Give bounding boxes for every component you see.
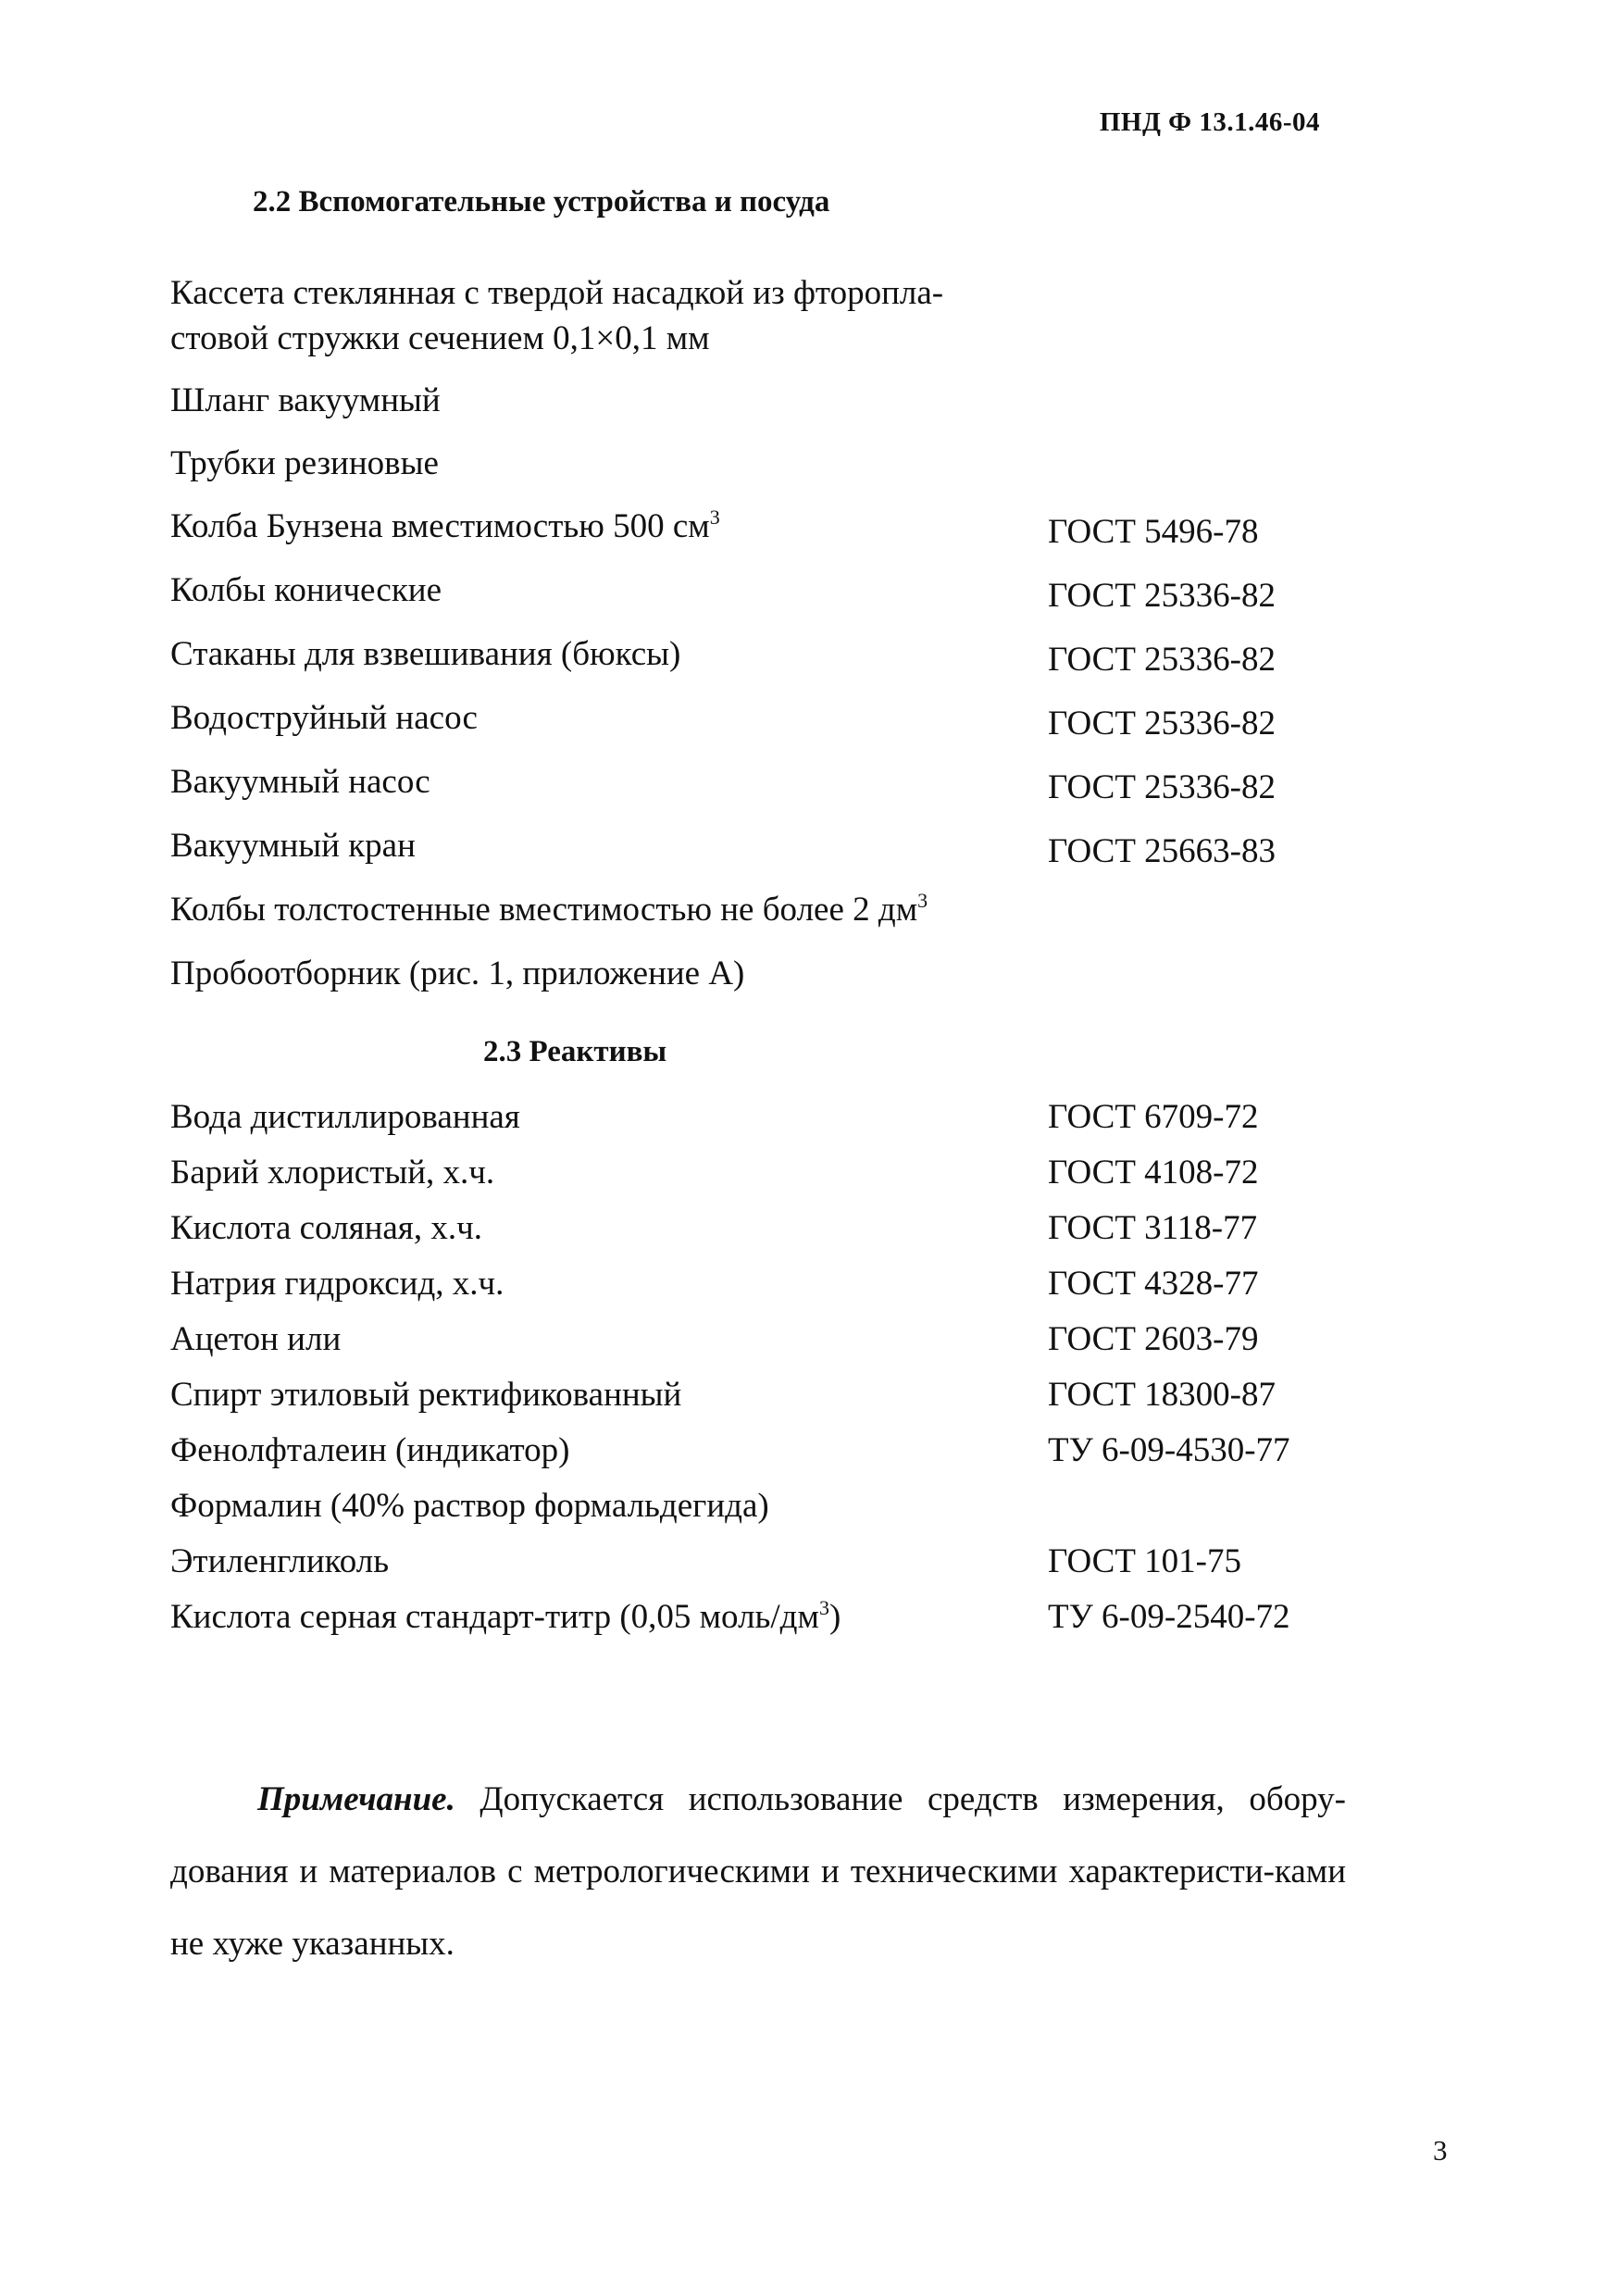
- item-standard: ТУ 6-09-4530-77: [1048, 1431, 1290, 1469]
- page-number: 3: [1433, 2134, 1448, 2166]
- list-item: [170, 1264, 1374, 1319]
- item-standard: ГОСТ 4108-72: [1048, 1154, 1259, 1192]
- item-standard: ГОСТ 101-75: [1048, 1542, 1241, 1580]
- list-item: [170, 1486, 1374, 1541]
- note-text: Допускается использование средств измерения, обору-дования и материалов с метрологическими и техническими характеристи-ками не хуже указанных.: [170, 1780, 1346, 1963]
- item-name: Кислота соляная, х.ч.: [170, 1209, 482, 1247]
- list-item: [170, 570, 1374, 626]
- item-name: Вакуумный кран: [170, 827, 416, 865]
- item-name: Стаканы для взвешивания (бюксы): [170, 635, 681, 673]
- note-paragraph: [170, 1764, 1346, 1980]
- item-name: Пробоотборник (рис. 1, приложение А): [170, 955, 745, 992]
- item-standard: ГОСТ 4328-77: [1048, 1265, 1259, 1303]
- item-standard: ГОСТ 25336-82: [1048, 705, 1276, 742]
- item-standard: ГОСТ 3118-77: [1048, 1209, 1258, 1247]
- document-code: ПНД Ф 13.1.46-04: [1099, 107, 1320, 137]
- item-name: Колба Бунзена вместимостью 500 $см^3$: [170, 505, 720, 545]
- item-name: Этиленгликоль: [170, 1542, 390, 1580]
- item-name: Кислота серная стандарт-титр (0,05 моль/$дм^3$): [170, 1596, 841, 1636]
- item-standard: ГОСТ 25663-83: [1048, 832, 1276, 870]
- list-item: [170, 1597, 1374, 1653]
- list-item: [170, 443, 1374, 499]
- item-standard: ГОСТ 25336-82: [1048, 768, 1276, 806]
- list-item: [170, 1319, 1374, 1375]
- item-standard: ГОСТ 18300-87: [1048, 1376, 1276, 1414]
- list-item: [170, 826, 1374, 881]
- item-standard: ГОСТ 25336-82: [1048, 577, 1276, 615]
- item-name: Натрия гидроксид, х.ч.: [170, 1265, 504, 1303]
- list-item: [170, 1541, 1374, 1597]
- item-standard: ГОСТ 2603-79: [1048, 1320, 1259, 1358]
- list-item: [170, 381, 1374, 436]
- superscript: 3: [709, 505, 720, 529]
- list-item: [170, 1208, 1374, 1264]
- list-item: [170, 1430, 1374, 1486]
- item-name-continuation: стовой стружки сечением 0,1×0,1 мм: [170, 319, 710, 357]
- list-item: [170, 273, 1374, 375]
- item-name: Формалин (40% раствор формальдегида): [170, 1487, 769, 1525]
- item-name: Кассета стеклянная с твердой насадкой из фторопла-: [170, 274, 944, 312]
- item-name: Трубки резиновые: [170, 444, 439, 482]
- item-name: Колбы конические: [170, 571, 442, 609]
- item-name: Фенолфталеин (индикатор): [170, 1431, 570, 1469]
- list-item: [170, 954, 1374, 1009]
- note-label: Примечание.: [257, 1780, 455, 1818]
- item-standard: ГОСТ 6709-72: [1048, 1098, 1259, 1136]
- list-item: [170, 1097, 1374, 1153]
- list-item: [170, 506, 1374, 562]
- item-name: Вакуумный насос: [170, 763, 430, 801]
- list-item: [170, 698, 1374, 754]
- list-item: [170, 634, 1374, 690]
- item-standard: ТУ 6-09-2540-72: [1048, 1598, 1290, 1636]
- item-standard: ГОСТ 25336-82: [1048, 641, 1276, 679]
- item-name: Шланг вакуумный: [170, 381, 441, 419]
- item-name: Вода дистиллированная: [170, 1098, 520, 1136]
- item-name: Водоструйный насос: [170, 699, 478, 737]
- section-heading-auxiliary-devices: 2.2 Вспомогательные устройства и посуда: [253, 185, 830, 218]
- item-name: Спирт этиловый ректификованный: [170, 1376, 682, 1414]
- item-name: Барий хлористый, х.ч.: [170, 1154, 495, 1192]
- item-name: Ацетон или: [170, 1320, 342, 1358]
- list-item: [170, 890, 1374, 945]
- superscript: 3: [917, 889, 928, 912]
- section-heading-reagents: 2.3 Реактивы: [483, 1035, 667, 1068]
- item-name: Колбы толстостенные вместимостью не более 2 $дм^3$: [170, 889, 928, 929]
- list-item: [170, 762, 1374, 817]
- superscript: 3: [818, 1596, 829, 1619]
- list-item: [170, 1375, 1374, 1430]
- item-standard: ГОСТ 5496-78: [1048, 513, 1259, 551]
- list-item: [170, 1153, 1374, 1208]
